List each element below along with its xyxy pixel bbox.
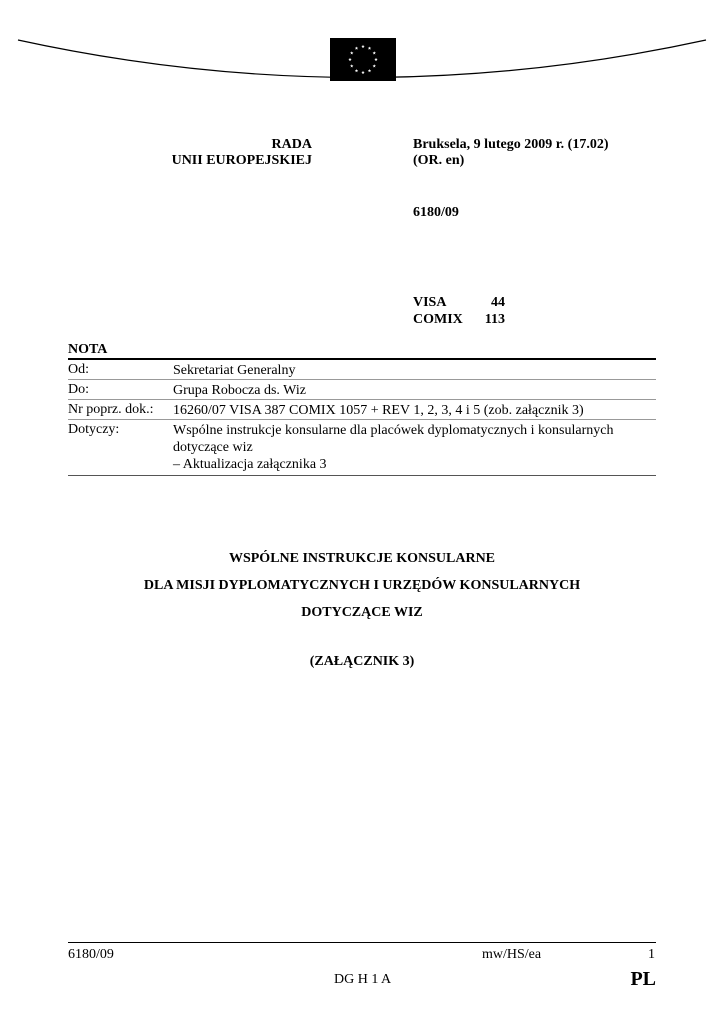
note-label: NOTA (68, 342, 108, 357)
original-language: (OR. en) (413, 153, 465, 168)
note-row-label: Nr poprz. dok.: (68, 402, 154, 417)
note-bottom-rule (68, 475, 656, 476)
note-row-label: Do: (68, 382, 89, 397)
note-row-value (173, 422, 656, 473)
note-row-previous-doc (68, 400, 656, 420)
note-row-from (68, 360, 656, 380)
note-row-line: – Aktualizacja załącznika 3 (173, 457, 327, 472)
note-row-value (173, 402, 656, 419)
document-number: 6180/09 (413, 205, 459, 220)
footer-rule (68, 942, 656, 943)
footer-doc-number: 6180/09 (68, 947, 114, 962)
footer-initials: mw/HS/ea (482, 947, 542, 962)
note-row-line: Grupa Robocza ds. Wiz (173, 383, 306, 398)
code-number: 44 (491, 295, 505, 310)
note-row-line: dotyczące wiz (173, 440, 253, 455)
code-name: VISA (413, 295, 447, 310)
code-number: 113 (484, 312, 505, 327)
footer-page-number: 1 (648, 947, 655, 962)
note-row-value (173, 362, 656, 379)
place-date: Bruksela, 9 lutego 2009 r. (17.02) (413, 137, 609, 152)
council-name (72, 137, 312, 169)
note-row-subject (68, 420, 656, 475)
note-row-value (173, 382, 656, 399)
footer-language-code: PL (630, 968, 656, 990)
place-date-block (413, 137, 608, 169)
code-row (413, 294, 505, 311)
classification-codes (413, 294, 505, 328)
eu-flag-emblem (330, 38, 396, 81)
document-title-line-3: DOTYCZĄCE WIZ (301, 605, 423, 620)
document-title-line-2: DLA MISJI DYPLOMATYCZNYCH I URZĘDÓW KONSULARNYCH (143, 578, 581, 593)
code-row (413, 311, 505, 328)
note-row-line: 16260/07 VISA 387 COMIX 1057 + REV 1, 2, 3, 4 i 5 (zob. załącznik 3) (173, 403, 584, 418)
code-name: COMIX (413, 312, 463, 327)
document-title-line-1: WSPÓLNE INSTRUKCJE KONSULARNE (228, 551, 496, 566)
note-row-line: Wspólne instrukcje konsularne dla placówek dyplomatycznych i konsularnych (173, 423, 614, 438)
note-row-label: Dotyczy: (68, 422, 120, 437)
council-line-2: UNII EUROPEJSKIEJ (171, 153, 312, 168)
note-row-label: Od: (68, 362, 89, 377)
footer-dg: DG H 1 A (334, 972, 392, 987)
annex-title: (ZAŁĄCZNIK 3) (309, 654, 415, 669)
note-row-line: Sekretariat Generalny (173, 363, 296, 378)
note-row-to (68, 380, 656, 400)
council-line-1: RADA (271, 137, 312, 152)
